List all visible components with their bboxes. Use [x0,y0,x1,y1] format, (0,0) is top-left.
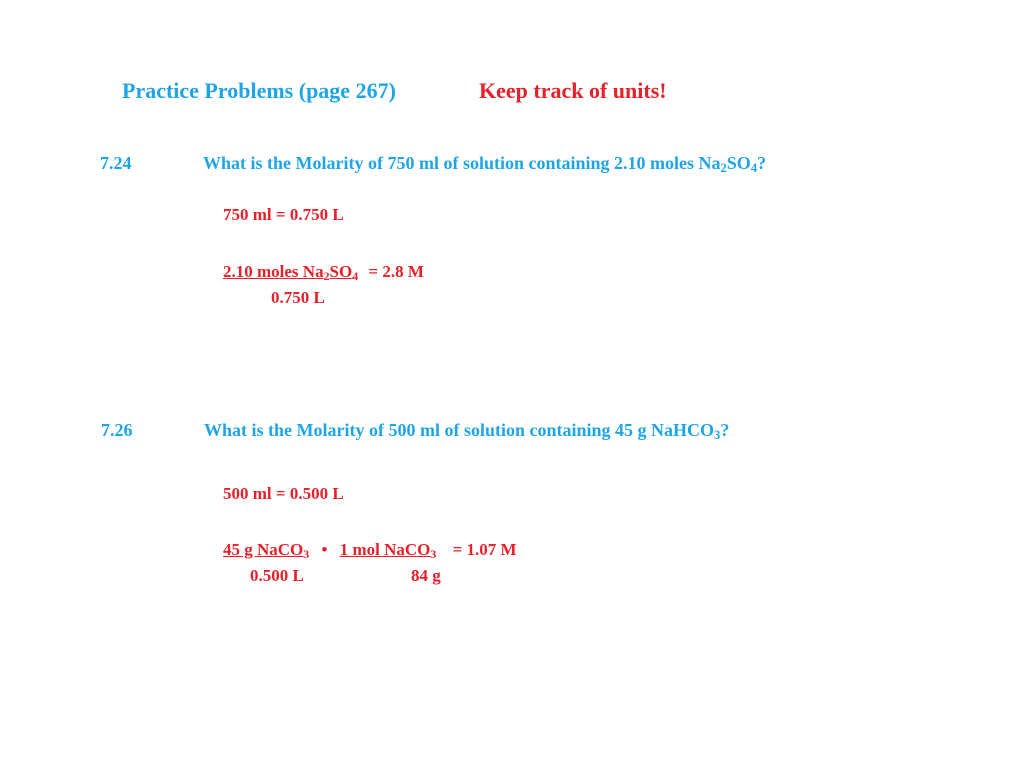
problem-number-7-26: 7.26 [101,420,133,440]
calc-result: = 2.8 M [368,262,424,281]
units-reminder: Keep track of units! [479,78,667,103]
calc-term-2: 1 mol NaCO$_3$ [339,540,437,561]
calc-denominator-1-7-26: 0.500 L [250,566,304,585]
calc-result: = 1.07 M [452,540,517,559]
molarity-calc-7-24 [223,262,424,282]
unit-conversion-7-24: 750 ml = 0.750 L [223,205,344,224]
molarity-calc-7-26 [223,540,517,560]
calc-term-1: 45 g NaCO$_3$ [223,540,310,561]
calc-denominator-7-24: 0.750 L [271,288,325,307]
multiply-dot: • [321,540,328,559]
problem-number-7-24: 7.24 [100,153,132,173]
calc-denominator-2-7-26: 84 g [411,566,441,585]
unit-conversion-7-26: 500 ml = 0.500 L [223,484,344,503]
page-title: Practice Problems (page 267) [122,78,396,103]
problem-question-7-24: What is the Molarity of 750 ml of solution containing 2.10 moles $Na_2SO_4$? [203,153,767,176]
calc-numerator: 2.10 moles $Na_2SO_4$ [223,262,359,283]
problem-question-7-26: What is the Molarity of 500 ml of solution containing 45 g NaHCO$_3$? [204,420,730,443]
